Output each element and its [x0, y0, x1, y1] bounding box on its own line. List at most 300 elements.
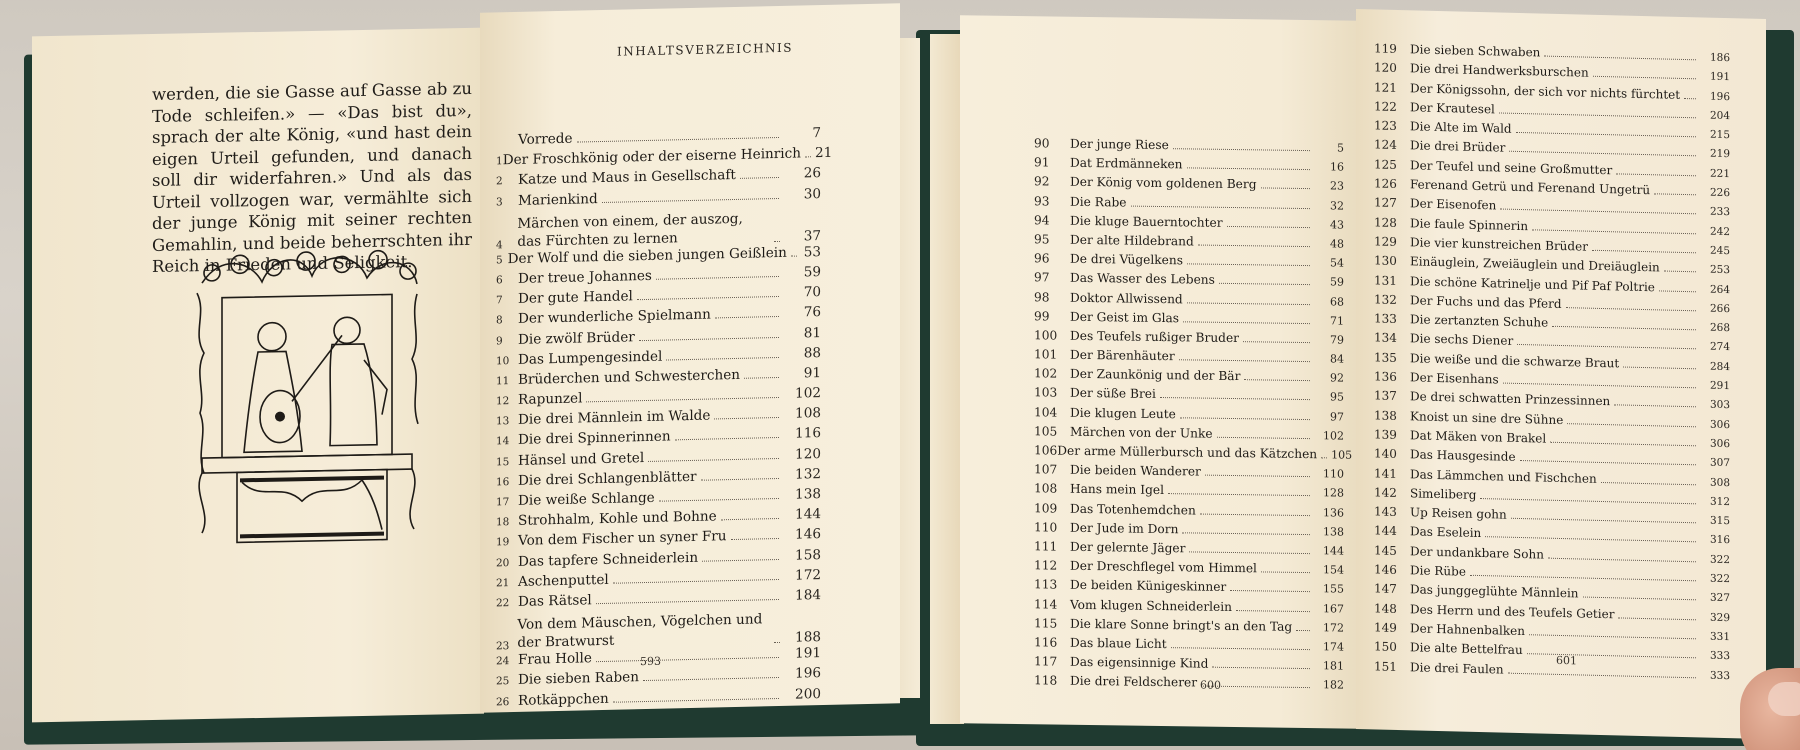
toc-entry-title: Des Teufels rußiger Bruder: [1070, 328, 1240, 345]
toc-entry-page: 303: [1709, 398, 1730, 412]
toc-entry-title: Das Totenhemdchen: [1070, 501, 1196, 518]
dot-leader: [602, 198, 779, 203]
toc-entry-title: Vorrede: [518, 130, 573, 148]
dot-leader: [1614, 405, 1696, 408]
toc-entry-title: Das tapfere Schneiderlein: [518, 549, 699, 570]
toc-entry-page: 274: [1709, 341, 1730, 354]
dot-leader: [1180, 417, 1310, 420]
toc-entry-number: 17: [496, 496, 510, 509]
toc-entry-number: 92: [1034, 174, 1050, 189]
toc-entry-number: 126: [1374, 176, 1397, 192]
toc-entry-number: 24: [496, 655, 510, 668]
toc-entry-number: 15: [496, 455, 510, 469]
toc-entry-title: Die sieben Raben: [518, 669, 639, 689]
dot-leader: [1517, 344, 1696, 349]
dot-leader: [1532, 229, 1696, 234]
toc-entry-number: 132: [1374, 292, 1397, 307]
dot-leader: [1601, 482, 1696, 485]
dot-leader: [1236, 610, 1310, 612]
toc-entry-number: 113: [1034, 577, 1058, 592]
toc-entry-number: 151: [1374, 658, 1397, 674]
toc-entry-title: Die drei Männlein im Walde: [518, 407, 711, 429]
toc-entry-number: 123: [1374, 118, 1397, 134]
toc-entry-title: Die drei Brüder: [1410, 138, 1506, 156]
toc-entry-page: 26: [803, 165, 821, 182]
toc-entry-title: Die Rabe: [1070, 194, 1127, 210]
toc-entry-number: 108: [1034, 481, 1058, 496]
dot-leader: [1527, 653, 1696, 658]
toc-entry-number: 1: [496, 155, 503, 168]
toc-entry-page: 291: [1709, 379, 1730, 393]
toc-entry-page: 37: [803, 227, 821, 245]
toc-entry-page: 97: [1330, 409, 1344, 424]
toc-entry-number: 149: [1374, 620, 1397, 635]
toc-entry-title: Die weiße Schlange: [518, 489, 655, 509]
dot-leader: [1485, 537, 1696, 543]
toc-entry-title: Märchen von der Unke: [1070, 424, 1213, 441]
toc-entry-number: 147: [1374, 581, 1397, 597]
toc-entry-title: Die schöne Katrinelje und Pif Paf Poltrie: [1410, 273, 1655, 294]
toc-entry-number: 21: [496, 576, 510, 590]
toc-entry-title: Der alte Hildebrand: [1070, 232, 1194, 249]
toc-entry-number: 139: [1374, 427, 1397, 442]
toc-entry-number: 129: [1374, 234, 1397, 249]
toc-entry-page: 110: [1323, 467, 1344, 481]
toc-entry-page: 88: [803, 344, 821, 362]
dot-leader: [1168, 493, 1310, 496]
page-number: 593: [640, 654, 661, 669]
toc-entry-page: 196: [1709, 90, 1730, 103]
toc-entry-page: 264: [1709, 283, 1730, 296]
toc-entry-title: Von dem Mäuschen, Vögelchen und der Bratwurst: [517, 611, 763, 652]
dot-leader: [1131, 205, 1311, 209]
toc-entry-title: Der Teufel und seine Großmutter: [1410, 158, 1613, 178]
toc-entry-page: 329: [1709, 611, 1730, 624]
dot-leader: [805, 156, 811, 157]
toc-entry-title: Das junggeglühte Männlein: [1410, 582, 1579, 601]
toc-entry-number: 111: [1034, 539, 1058, 554]
toc-entry-number: 106: [1034, 443, 1058, 458]
dot-leader: [714, 417, 779, 419]
dot-leader: [1664, 271, 1696, 273]
toc-entry-page: 54: [1330, 256, 1344, 270]
dot-leader: [1243, 341, 1310, 343]
toc-entry-page: 16: [1330, 160, 1344, 174]
toc-entry-title: De beiden Künigeskinner: [1070, 578, 1227, 595]
toc-entry-number: 144: [1374, 523, 1397, 539]
toc-entry-page: 226: [1709, 186, 1730, 200]
toc-entry-number: 100: [1034, 328, 1058, 343]
toc-entry-title: Der Königssohn, der sich vor nichts fürchtet: [1410, 80, 1681, 102]
toc-entry-title: Hänsel und Gretel: [518, 449, 645, 469]
toc-entry-title: Die drei Faulen: [1410, 659, 1504, 677]
dot-leader: [1593, 76, 1696, 80]
toc-entry-page: 191: [1709, 70, 1730, 84]
toc-entry-page: 167: [1323, 601, 1344, 616]
toc-entry-number: 116: [1034, 635, 1058, 650]
toc-entry-page: 184: [795, 586, 821, 604]
toc-entry-number: 128: [1374, 215, 1397, 230]
toc-entry-number: 122: [1374, 99, 1397, 114]
dot-leader: [744, 377, 779, 379]
toc-entry-title: Strohhalm, Kohle und Bohne: [518, 508, 717, 530]
toc-entry-title: De drei Vügelkens: [1070, 251, 1183, 268]
dot-leader: [643, 677, 779, 681]
toc-entry-page: 172: [795, 566, 821, 584]
toc-entry-page: 268: [1709, 321, 1730, 335]
dot-leader: [1227, 226, 1310, 228]
dot-leader: [1261, 188, 1310, 190]
toc-entry-number: 118: [1034, 673, 1058, 688]
toc-entry-title: Knoist un sine dre Sühne: [1410, 408, 1564, 427]
toc-entry-number: 145: [1374, 543, 1397, 558]
dot-leader: [1219, 283, 1310, 285]
toc-entry-title: Dat Erdmänneken: [1070, 155, 1183, 172]
toc-entry-page: 215: [1709, 128, 1730, 142]
toc-entry-number: 18: [496, 516, 510, 529]
page-number: 601: [1556, 653, 1577, 668]
toc-entry-page: 333: [1709, 649, 1730, 663]
toc-entry-page: 188: [795, 629, 821, 646]
toc-entry-number: 5: [496, 254, 503, 267]
toc-entry-page: 155: [1323, 582, 1344, 596]
toc-entry-page: 181: [1323, 659, 1344, 673]
toc-entry-page: 253: [1709, 263, 1730, 277]
dot-leader: [701, 478, 779, 481]
dot-leader: [1321, 457, 1327, 458]
toc-entry-title: Die sieben Schwaben: [1410, 42, 1541, 60]
dot-leader: [1160, 397, 1310, 400]
toc-entry-page: 81: [803, 324, 821, 341]
toc-entry-number: 23: [496, 640, 510, 653]
toc-entry-number: 109: [1034, 500, 1058, 516]
toc-entry-title: Doktor Allwissend: [1070, 290, 1183, 306]
toc-entry-page: 105: [1331, 448, 1353, 462]
toc-entry-page: 120: [795, 445, 821, 463]
toc-entry-number: 135: [1374, 350, 1397, 365]
toc-entry-page: 312: [1709, 495, 1730, 508]
toc-entry-title: Der Krautesel: [1410, 100, 1495, 117]
dot-leader: [596, 599, 779, 604]
dot-leader: [1173, 148, 1310, 151]
toc-entry-page: 23: [1330, 179, 1344, 193]
toc-entry-page: 102: [1323, 429, 1344, 443]
toc-entry-page: 95: [1330, 390, 1344, 405]
dot-leader: [1520, 460, 1696, 465]
toc-entry-page: 322: [1709, 572, 1730, 586]
story-page: [32, 28, 484, 723]
toc-entry-number: 140: [1374, 446, 1397, 462]
toc-entry-title: Die drei Handwerksburschen: [1410, 61, 1589, 80]
toc-entry-title: Das Eselein: [1410, 524, 1482, 541]
dot-leader: [1296, 630, 1310, 631]
toc-entry-page: 146: [795, 526, 821, 543]
dot-leader: [1552, 326, 1696, 331]
dot-leader: [1659, 290, 1696, 292]
toc-entry-title: Die drei Schlangenblätter: [518, 468, 697, 489]
dot-leader: [1171, 647, 1310, 650]
dot-leader: [1179, 359, 1310, 362]
toc-entry-page: 48: [1330, 237, 1344, 251]
toc-entry-number: 26: [496, 695, 510, 708]
toc-entry-number: 20: [496, 556, 510, 569]
toc-heading: INHALTSVERZEICHNIS: [617, 40, 793, 59]
toc-entry-title: Simeliberg: [1410, 486, 1477, 502]
toc-entry-number: 94: [1034, 212, 1050, 228]
toc-entry-page: 76: [803, 304, 821, 321]
couple-with-lute-illustration: [182, 239, 432, 554]
toc-entry-title: Märchen von einem, der auszog, das Fürchten zu lernen: [517, 210, 743, 250]
dot-leader: [1182, 532, 1310, 535]
dot-leader: [1529, 634, 1696, 639]
toc-entry-page: 182: [1323, 678, 1344, 692]
dot-leader: [715, 316, 779, 318]
toc-list: [496, 125, 833, 713]
toc-entry-number: 19: [496, 536, 510, 549]
toc-entry-page: 333: [1709, 669, 1730, 682]
toc-entry-title: Der arme Müllerbursch und das Kätzchen: [1057, 443, 1318, 462]
toc-entry-page: 59: [803, 263, 821, 281]
toc-entry-number: 107: [1034, 462, 1058, 477]
toc-entry-title: Der Froschkönig oder der eiserne Heinrich: [502, 145, 802, 169]
toc-entry-page: 322: [1709, 553, 1730, 566]
dot-leader: [1198, 244, 1310, 247]
story-text: werden, die sie Gasse auf Gasse ab zu Tode schleifen.» — «Das bist du», sprach der alte König, «und hast dein eigen Urteil gefunden, und danach soll dir widerfahren.» Und als das Urteil vollzogen war, vermählte sich der junge König mit seiner rechten Gemahlin, und beide beherrschten ihr Reich in Frieden und Seligkeit.: [152, 78, 472, 277]
toc-entry-page: 144: [795, 506, 821, 523]
toc-entry-number: 143: [1374, 504, 1397, 520]
toc-entry-page: 92: [1330, 371, 1344, 385]
toc-entry-number: 133: [1374, 311, 1397, 327]
dot-leader: [1684, 98, 1696, 99]
toc-entry-number: 148: [1374, 601, 1397, 616]
toc-entry-page: 70: [803, 284, 821, 301]
dot-leader: [1200, 513, 1310, 516]
dot-leader: [1499, 112, 1696, 118]
toc-entry-title: Hans mein Igel: [1070, 482, 1164, 498]
toc-entry-title: Die sechs Diener: [1410, 331, 1514, 349]
toc-entry-page: 204: [1709, 109, 1730, 123]
toc-entry-number: 141: [1374, 465, 1397, 481]
toc-entry-number: 10: [496, 354, 510, 368]
toc-entry-page: 79: [1330, 333, 1344, 347]
dot-leader: [731, 538, 779, 540]
toc-entry-title: Die alte Bettelfrau: [1410, 640, 1523, 658]
toc-entry-page: 68: [1330, 294, 1344, 309]
toc-entry-number: 8: [496, 314, 503, 327]
toc-list: [1034, 136, 1353, 697]
toc-entry-page: 128: [1323, 486, 1344, 500]
toc-entry-title: Der Eisenofen: [1410, 196, 1497, 213]
toc-entry-page: 5: [1337, 141, 1344, 155]
dot-leader: [1244, 379, 1310, 381]
dot-leader: [648, 458, 779, 462]
dot-leader: [1511, 518, 1696, 524]
toc-entry-number: 99: [1034, 308, 1050, 324]
dot-leader: [1508, 672, 1696, 678]
toc-entry-number: 97: [1034, 270, 1050, 285]
toc-entry-page: 306: [1709, 418, 1730, 431]
toc-entry-number: 101: [1034, 347, 1058, 362]
toc-entry-page: 7: [812, 125, 821, 142]
dot-leader: [675, 437, 779, 440]
toc-entry-title: Der Eisenhans: [1410, 370, 1499, 387]
toc-entry-title: Der Bärenhäuter: [1070, 347, 1175, 364]
toc-entry-title: Das eigensinnige Kind: [1070, 654, 1209, 671]
toc-entry-number: 138: [1374, 408, 1397, 423]
dot-leader: [774, 241, 780, 242]
dot-leader: [596, 657, 779, 662]
dot-leader: [586, 397, 779, 402]
toc-entry-title: Der König vom goldenen Berg: [1070, 175, 1257, 192]
toc-entry-page: 242: [1709, 225, 1730, 238]
dot-leader: [639, 336, 779, 340]
right-book-page-stack: [930, 34, 964, 724]
toc-entry-title: De drei schwatten Prinzessinnen: [1410, 389, 1611, 409]
toc-entry-page: 284: [1709, 360, 1730, 373]
toc-page-593: [480, 3, 900, 713]
toc-entry-title: Die beiden Wanderer: [1070, 462, 1201, 479]
toc-entry-title: Die klare Sonne bringt's an den Tag: [1070, 616, 1293, 634]
toc-entry-title: Marienkind: [518, 190, 598, 209]
toc-entry-page: 84: [1330, 352, 1344, 366]
toc-entry-title: Die zertanzten Schuhe: [1410, 312, 1549, 330]
toc-entry-title: Rotkäppchen: [518, 690, 609, 709]
toc-entry-title: Brüderchen und Schwesterchen: [518, 366, 741, 388]
toc-entry: [1034, 673, 1344, 697]
toc-entry-number: 96: [1034, 251, 1050, 266]
toc-entry-page: 191: [795, 645, 821, 662]
toc-entry-page: 307: [1709, 456, 1730, 470]
toc-entry-number: 142: [1374, 485, 1397, 500]
toc-entry-title: Der treue Johannes: [518, 267, 652, 287]
toc-entry-number: 130: [1374, 253, 1397, 269]
dot-leader: [613, 579, 779, 584]
toc-entry-title: Das Lämmchen und Fischchen: [1410, 466, 1597, 486]
toc-entry-title: Die Rübe: [1410, 563, 1466, 579]
toc-entry-number: 4: [496, 239, 503, 252]
toc-entry-page: 196: [795, 665, 821, 682]
toc-entry-number: 137: [1374, 388, 1397, 404]
toc-entry-title: Der Geist im Glas: [1070, 309, 1180, 325]
dot-leader: [637, 296, 779, 300]
toc-entry-title: Die klugen Leute: [1070, 405, 1176, 421]
toc-entry-title: Up Reisen gohn: [1410, 505, 1507, 522]
toc-entry-number: 117: [1034, 654, 1058, 669]
dot-leader: [1548, 557, 1696, 562]
dot-leader: [1509, 151, 1696, 157]
dot-leader: [791, 255, 797, 256]
toc-entry-title: Der gute Handel: [518, 288, 633, 308]
dot-leader: [1217, 437, 1310, 439]
dot-leader: [1623, 366, 1696, 369]
dot-leader: [666, 357, 779, 361]
toc-entry-title: Das Lumpengesindel: [518, 348, 663, 368]
toc-entry-number: 7: [496, 294, 503, 307]
toc-entry-number: 16: [496, 475, 510, 489]
toc-entry-title: Ferenand Getrü und Ferenand Ungetrü: [1410, 177, 1651, 198]
toc-entry-number: 91: [1034, 155, 1050, 170]
toc-entry-title: Die kluge Bauerntochter: [1070, 213, 1223, 230]
toc-entry-number: 121: [1374, 80, 1397, 95]
toc-entry-number: 93: [1034, 193, 1050, 209]
toc-entry-number: 2: [496, 175, 503, 188]
toc-entry-page: 315: [1709, 514, 1730, 528]
toc-entry-title: Der Zaunkönig und der Bär: [1070, 366, 1241, 384]
dot-leader: [1583, 597, 1696, 601]
dot-leader: [1544, 56, 1696, 61]
toc-entry-title: Die faule Spinnerin: [1410, 215, 1529, 233]
toc-entry-title: Der Fuchs und das Pferd: [1410, 293, 1562, 311]
toc-entry-title: Die Alte im Wald: [1410, 119, 1512, 136]
toc-entry-title: Die weiße und die schwarze Braut: [1410, 351, 1620, 371]
toc-entry-number: 104: [1034, 404, 1058, 420]
toc-entry-title: Die zwölf Brüder: [518, 328, 635, 348]
toc-entry-number: 90: [1034, 136, 1050, 151]
dot-leader: [656, 276, 779, 280]
toc-entry-page: 327: [1709, 591, 1730, 605]
toc-entry-title: Rapunzel: [518, 390, 583, 408]
dot-leader: [1183, 321, 1310, 324]
toc-entry-number: 127: [1374, 195, 1397, 211]
toc-entry-title: Der junge Riese: [1070, 136, 1169, 153]
toc-entry-page: 245: [1709, 244, 1730, 258]
toc-entry-page: 174: [1323, 640, 1344, 654]
dot-leader: [1189, 551, 1310, 554]
toc-entry-title: Der gelernte Jäger: [1070, 539, 1186, 556]
dot-leader: [1516, 132, 1696, 137]
toc-entry-number: 9: [496, 334, 503, 347]
toc-page-600: [960, 15, 1360, 729]
toc-entry-page: 219: [1709, 148, 1730, 161]
toc-entry-page: 266: [1709, 302, 1730, 315]
thumbnail: [1768, 682, 1800, 716]
toc-entry-title: Von dem Fischer un syner Fru: [518, 528, 727, 550]
toc-entry-page: 200: [795, 685, 821, 703]
toc-entry-page: 308: [1709, 476, 1730, 489]
dot-leader: [1187, 302, 1310, 305]
toc-entry-number: 105: [1034, 424, 1058, 439]
toc-entry-number: 131: [1374, 272, 1397, 288]
toc-entry-page: 316: [1709, 534, 1730, 547]
toc-entry-title: Aschenputtel: [518, 571, 609, 590]
dot-leader: [774, 642, 780, 643]
toc-entry-title: Der Jude im Dorn: [1070, 520, 1179, 537]
toc-entry-number: 11: [496, 374, 510, 388]
dot-leader: [1550, 442, 1696, 447]
toc-entry-page: 136: [1323, 505, 1344, 520]
toc-entry-page: 32: [1330, 198, 1344, 213]
toc-entry-number: 136: [1374, 369, 1397, 385]
toc-entry-title: Die vier kunstreichen Brüder: [1410, 235, 1588, 254]
toc-list: [1374, 41, 1730, 686]
dot-leader: [702, 559, 779, 562]
toc-entry-number: 146: [1374, 562, 1397, 578]
toc-entry-title: Vom klugen Schneiderlein: [1070, 597, 1233, 614]
dot-leader: [1654, 193, 1696, 195]
toc-entry-number: 150: [1374, 639, 1397, 655]
toc-entry-title: Das Wasser des Lebens: [1070, 271, 1215, 288]
toc-entry-page: 108: [795, 405, 821, 422]
toc-entry-title: Der süße Brei: [1070, 386, 1156, 402]
toc-entry-number: 25: [496, 675, 510, 688]
toc-entry-title: Die drei Spinnerinnen: [518, 428, 671, 449]
dot-leader: [1480, 498, 1696, 504]
toc-entry-number: 98: [1034, 289, 1050, 304]
toc-entry-number: 112: [1034, 558, 1058, 573]
page-number: 600: [1200, 678, 1221, 692]
dot-leader: [1470, 575, 1696, 582]
toc-entry-title: Das Rätsel: [518, 592, 592, 610]
